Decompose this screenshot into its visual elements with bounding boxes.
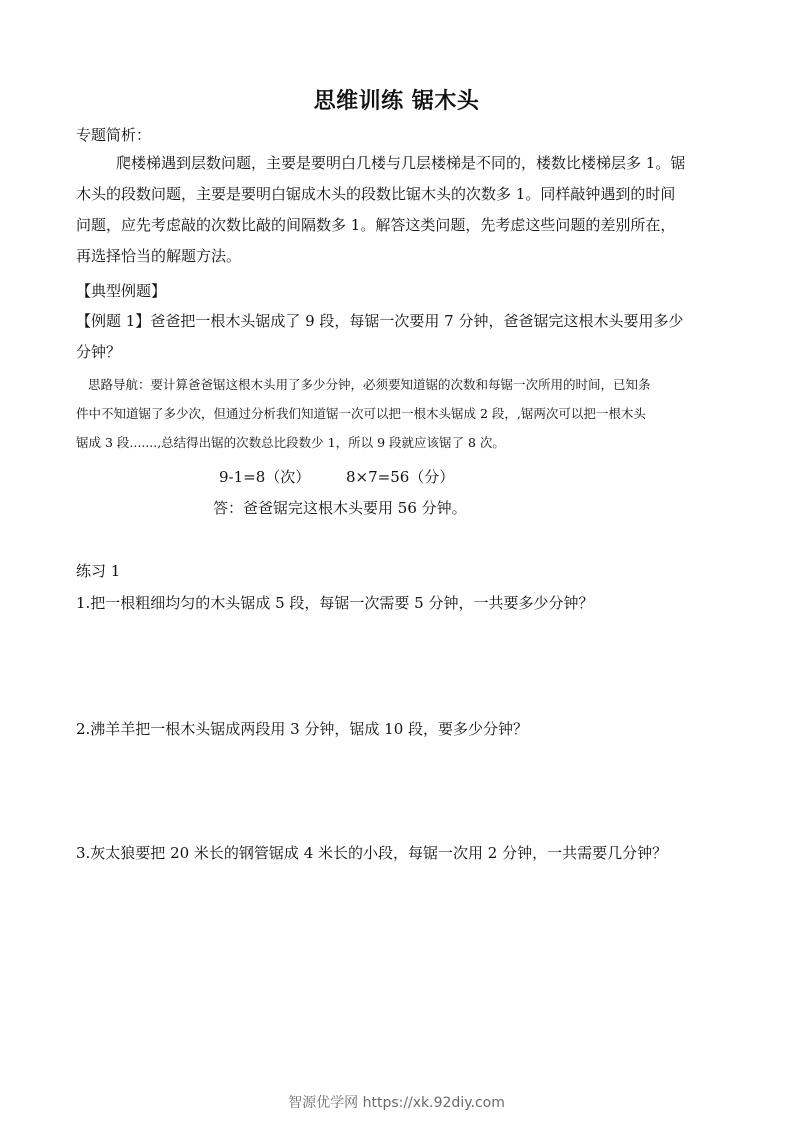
example-label: 【例题 1】 — [76, 312, 151, 330]
guide-line: 件中不知道锯了多少次，但通过分析我们知道锯一次可以把一根木头锯成 2 段，,锯两次可以把一根木头 — [76, 406, 646, 421]
intro-line: 再选择恰当的解题方法。 — [76, 247, 242, 265]
example-line: 分钟？ — [76, 343, 122, 361]
example-line — [76, 306, 719, 337]
example-problem — [76, 306, 719, 368]
practice-question-3: 3.灰太狼要把 20 米长的钢管锯成 4 米长的小段，每锯一次用 2 分钟，一共需要几分钟？ — [76, 844, 668, 862]
guide-line: 思路导航：要计算爸爸锯这根木头用了多少分钟，必须要知道锯的次数和每锯一次所用的时间，已知条 — [88, 377, 651, 392]
intro-paragraph — [76, 148, 719, 272]
page-title: 思维训练 锯木头 — [313, 89, 480, 114]
intro-heading: 专题简析： — [76, 126, 152, 144]
practice-question-2: 2.沸羊羊把一根木头锯成两段用 3 分钟，锯成 10 段，要多少分钟？ — [76, 720, 529, 738]
example-answer: 答：爸爸锯完这根木头要用 56 分钟。 — [213, 499, 467, 517]
calculation-step-2: 8×7=56（分） — [346, 468, 455, 486]
intro-line: 问题，应先考虑敲的次数比敲的间隔数多 1。解答这类问题，先考虑这些问题的差别所在， — [76, 216, 676, 234]
solution-guide — [76, 370, 716, 457]
section-heading: 【典型例题】 — [76, 282, 167, 300]
guide-line: 锯成 3 段.......,总结得出锯的次数总比段数少 1，所以 9 段就应该锯了 8 次。 — [76, 435, 505, 450]
practice-heading: 练习 1 — [76, 562, 121, 580]
calculation-step-1: 9-1=8（次） — [219, 468, 311, 486]
practice-question-1: 1.把一根粗细均匀的木头锯成 5 段，每锯一次需要 5 分钟，一共要多少分钟？ — [76, 594, 594, 612]
intro-line: 木头的段数问题，主要是要明白锯成木头的段数比锯木头的次数多 1。同样敲钟遇到的时间 — [76, 185, 676, 203]
intro-line: 爬楼梯遇到层数问题，主要是要明白几楼与几层楼梯是不同的，楼数比楼梯层多 1。锯 — [116, 154, 686, 172]
footer-watermark: 智源优学网 https://xk.92diy.com — [288, 1095, 505, 1111]
example-text: 爸爸把一根木头锯成了 9 段，每锯一次要用 7 分钟，爸爸锯完这根木头要用多少 — [150, 312, 684, 330]
